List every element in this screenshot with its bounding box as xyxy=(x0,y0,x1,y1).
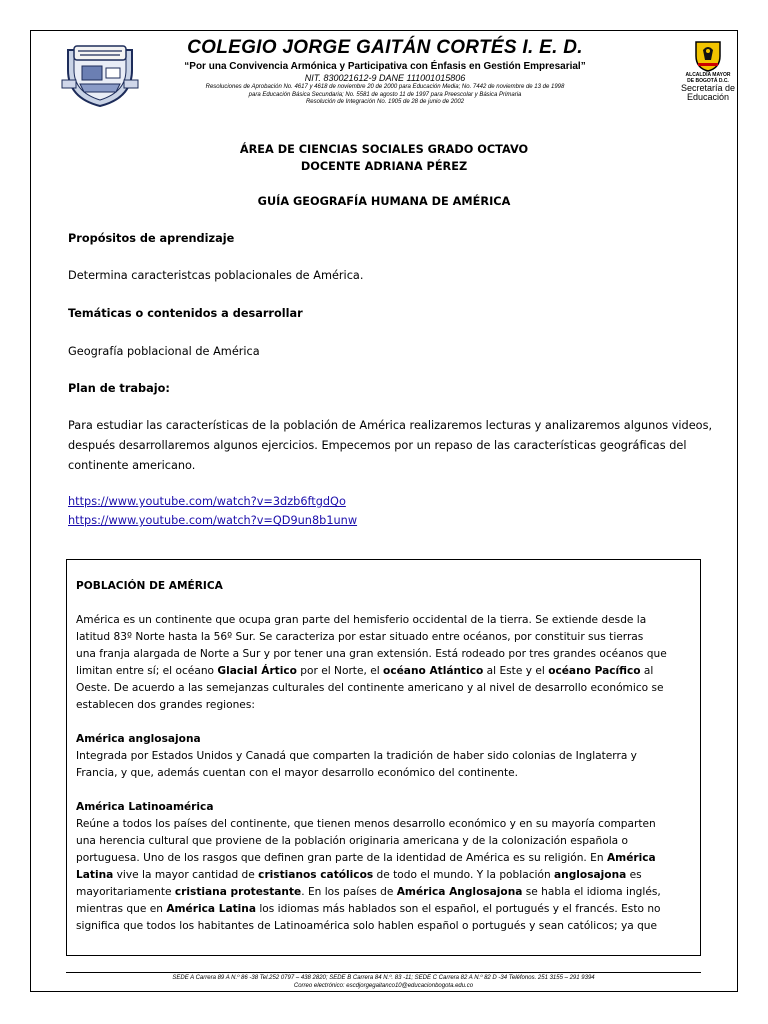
resolution-line-2: para Educación Básica Secundaria; No. 5581 de agosto 11 de 1997 para Preescolar y Básica Primaria xyxy=(248,91,522,98)
plan-heading: Plan de trabajo: xyxy=(68,382,170,395)
text-run: por el Norte, el xyxy=(296,665,384,677)
video-link-2-wrap xyxy=(68,512,357,529)
anglo-line: Integrada por Estados Unidos y Canadá que comparten la tradición de haber sido colonias de Inglaterra y xyxy=(76,750,637,762)
text-run: los idiomas más hablados son el español, el portugués y el francés. Esto no xyxy=(256,903,661,915)
latam-line: Reúne a todos los países del continente, que tienen menos desarrollo económico y en su mayoría comparten xyxy=(76,818,656,830)
alcaldia-line2: DE BOGOTÁ D.C. xyxy=(687,78,729,84)
intro-line: una franja alargada de Norte a Sur y por tener una gran extensión. Está rodeado por tres grandes océanos que xyxy=(76,648,667,660)
guide-title: GUÍA GEOGRAFÍA HUMANA DE AMÉRICA xyxy=(257,195,511,208)
latam-line xyxy=(76,901,696,918)
box-title: POBLACIÓN DE AMÉRICA xyxy=(76,580,223,592)
topics-heading: Temáticas o contenidos a desarrollar xyxy=(68,307,303,320)
plan-paragraph-line: después desarrollaremos algunos ejercicios. Empecemos por un repaso de las características geográficas del xyxy=(68,439,687,452)
intro-line xyxy=(76,663,696,680)
secretaria-line2: Educación xyxy=(686,92,730,102)
text-run: vive la mayor cantidad de xyxy=(113,869,259,881)
america-latina: América Latina xyxy=(166,903,256,915)
text-run: portuguesa. Uno de los rasgos que definen gran parte de la identidad de América es su religión. En xyxy=(76,852,607,864)
school-motto: “Por una Convivencia Armónica y Participativa con Énfasis en Gestión Empresarial” xyxy=(184,61,586,72)
text-run: es xyxy=(626,869,642,881)
video-link-1[interactable]: https://www.youtube.com/watch?v=3dzb6ftgdQo xyxy=(68,495,346,508)
resolution-line-3: Resolución de Integración No. 1905 de 28 de junio de 2002 xyxy=(305,99,465,105)
text-run: mientras que en xyxy=(76,903,167,915)
anglo-heading: América anglosajona xyxy=(76,733,201,745)
bogota-education-logo xyxy=(670,40,746,120)
anglosajona-bold: anglosajona xyxy=(554,869,627,881)
america-anglosajona: América Anglosajona xyxy=(396,886,523,898)
letterhead xyxy=(150,36,620,107)
america-bold: América xyxy=(606,852,656,864)
nit-dane: NIT. 830021612-9 DANE 111001015806 xyxy=(304,73,466,83)
alcaldia-line1: ALCALDÍA MAYOR xyxy=(685,72,731,78)
oceano-atlantico: océano Atlántico xyxy=(383,665,484,677)
intro-line: América es un continente que ocupa gran parte del hemisferio occidental de la tierra. Se extiende desde la xyxy=(76,614,647,626)
purpose-heading: Propósitos de aprendizaje xyxy=(68,232,235,245)
bogota-shield-icon xyxy=(694,40,722,72)
reading-box-content xyxy=(76,560,696,935)
intro-line: latitud 83º Norte hasta la 56º Sur. Se caracteriza por estar situado entre océanos, por constituir sus tierras xyxy=(76,631,644,643)
anglo-line: Francia, y que, además cuentan con el mayor desarrollo económico del continente. xyxy=(76,767,519,779)
text-run: de todo el mundo. Y la población xyxy=(373,869,555,881)
footer-addresses: SEDE A Carrera 89 A N.º 86 -38 Tel.252 0797 – 438 2820; SEDE B Carrera 84 N.º. 83 -11; SEDE C Carrera 82 A N.º 82 D -34 Teléfonos. 251 3155 – 291 9394 xyxy=(172,975,595,981)
latam-heading: América Latinoamérica xyxy=(76,801,214,813)
text-run: mayoritariamente xyxy=(76,886,175,898)
footer-rule xyxy=(66,972,701,973)
teacher-title: DOCENTE ADRIANA PÉREZ xyxy=(300,160,468,173)
school-crest-icon xyxy=(60,40,140,110)
secretaria-line1: Secretaría de xyxy=(680,83,736,93)
text-run: limitan entre sí; el océano xyxy=(76,665,218,677)
cristianos-catolicos: cristianos católicos xyxy=(258,869,374,881)
latam-line xyxy=(76,867,696,884)
intro-line: establecen dos grandes regiones: xyxy=(76,699,255,711)
school-crest-logo xyxy=(60,40,140,110)
latam-line: significa que todos los habitantes de Latinoamérica solo hablen español o portugués y sean católicos; ya que xyxy=(76,920,658,932)
text-run: . En los países de xyxy=(301,886,397,898)
text-run: al Este y el xyxy=(483,665,549,677)
school-name: COLEGIO JORGE GAITÁN CORTÉS I. E. D. xyxy=(187,37,583,58)
oceano-pacifico: océano Pacífico xyxy=(548,665,641,677)
area-title: ÁREA DE CIENCIAS SOCIALES GRADO OCTAVO xyxy=(239,143,529,156)
latam-line xyxy=(76,850,696,867)
plan-paragraph-line: Para estudiar las características de la población de América realizaremos lecturas y analizaremos algunos videos, xyxy=(68,419,713,432)
glacial-artico: Glacial Ártico xyxy=(217,665,297,677)
video-link-1-wrap xyxy=(68,493,346,510)
purpose-text: Determina caracteristcas poblacionales de América. xyxy=(68,269,364,282)
topics-text: Geografía poblacional de América xyxy=(68,345,260,358)
latam-line xyxy=(76,884,696,901)
text-run: se habla el idioma inglés, xyxy=(522,886,661,898)
latina-bold: Latina xyxy=(76,869,114,881)
plan-paragraph-line: continente americano. xyxy=(68,459,196,472)
video-link-2[interactable]: https://www.youtube.com/watch?v=QD9un8b1unw xyxy=(68,514,358,527)
resolution-line-1: Resoluciones de Aprobación No. 4617 y 4618 de noviembre 20 de 2000 para Educación Media; No. 7442 de noviembre de 13 de 1998 xyxy=(205,84,565,90)
reading-box xyxy=(66,559,701,956)
latam-line: una herencia cultural que proviene de la población originaria americana y de la colonización española o xyxy=(76,835,628,847)
intro-line: Oeste. De acuerdo a las semejanzas culturales del continente americano y al nivel de desarrollo económico se xyxy=(76,682,664,694)
text-run: al xyxy=(640,665,654,677)
footer xyxy=(66,974,701,990)
footer-email: Correo electrónico: escdjorgegaitanco10@educacionbogota.edu.co xyxy=(293,983,474,989)
cristiana-protestante: cristiana protestante xyxy=(174,886,302,898)
